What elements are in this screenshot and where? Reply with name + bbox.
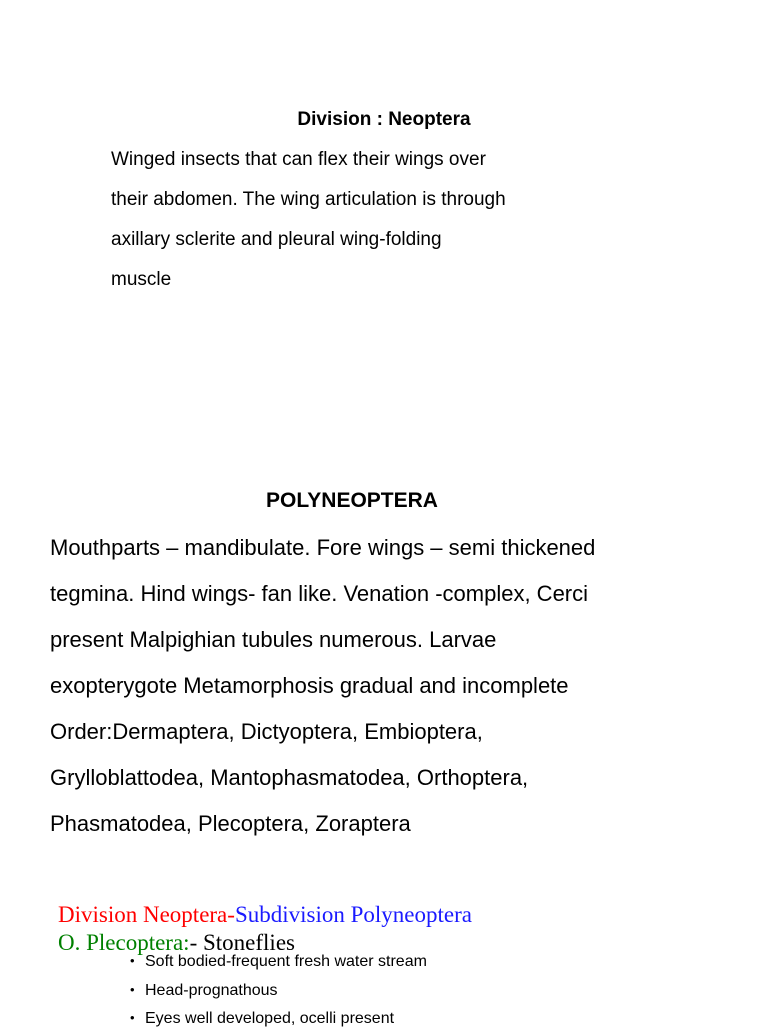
polyneoptera-line-1: Mouthparts – mandibulate. Fore wings – semi thickened xyxy=(50,535,596,560)
slide-title-subdivision: Subdivision Polyneoptera xyxy=(234,902,472,927)
slide-title-division: Division Neoptera- xyxy=(58,902,235,927)
polyneoptera-line-5: Order:Dermaptera, Dictyoptera, Embioptera, xyxy=(50,719,483,744)
order-label: O. Plecoptera: xyxy=(58,930,190,955)
neoptera-line-4: muscle xyxy=(111,269,172,290)
polyneoptera-line-2: tegmina. Hind wings- fan like. Venation -complex, Cerci xyxy=(50,581,589,606)
neoptera-line-1: Winged insects that can flex their wings over xyxy=(111,149,486,170)
order-name: - Stoneflies xyxy=(189,930,295,955)
polyneoptera-line-3: present Malpighian tubules numerous. Larvae xyxy=(50,627,497,652)
polyneoptera-line-7: Phasmatodea, Plecoptera, Zoraptera xyxy=(50,811,411,836)
bullet-text: Eyes well developed, ocelli present xyxy=(145,1010,395,1027)
bullet-item: • Soft bodied-frequent fresh water stream xyxy=(130,953,427,970)
polyneoptera-line-4: exopterygote Metamorphosis gradual and incomplete xyxy=(50,673,569,698)
slide-title xyxy=(58,902,472,928)
division-neoptera-heading: Division : Neoptera xyxy=(297,109,471,130)
bullet-text: Head-prognathous xyxy=(145,982,278,999)
bullet-text: Soft bodied-frequent fresh water stream xyxy=(145,953,427,970)
polyneoptera-line-6: Grylloblattodea, Mantophasmatodea, Orthoptera, xyxy=(50,765,529,790)
bullet-item: • Head-prognathous xyxy=(130,982,278,999)
neoptera-line-3: axillary sclerite and pleural wing-folding xyxy=(111,229,442,250)
neoptera-line-2: their abdomen. The wing articulation is through xyxy=(111,189,506,210)
polyneoptera-heading: POLYNEOPTERA xyxy=(266,489,438,512)
bullet-item: • Eyes well developed, ocelli present xyxy=(130,1010,395,1027)
